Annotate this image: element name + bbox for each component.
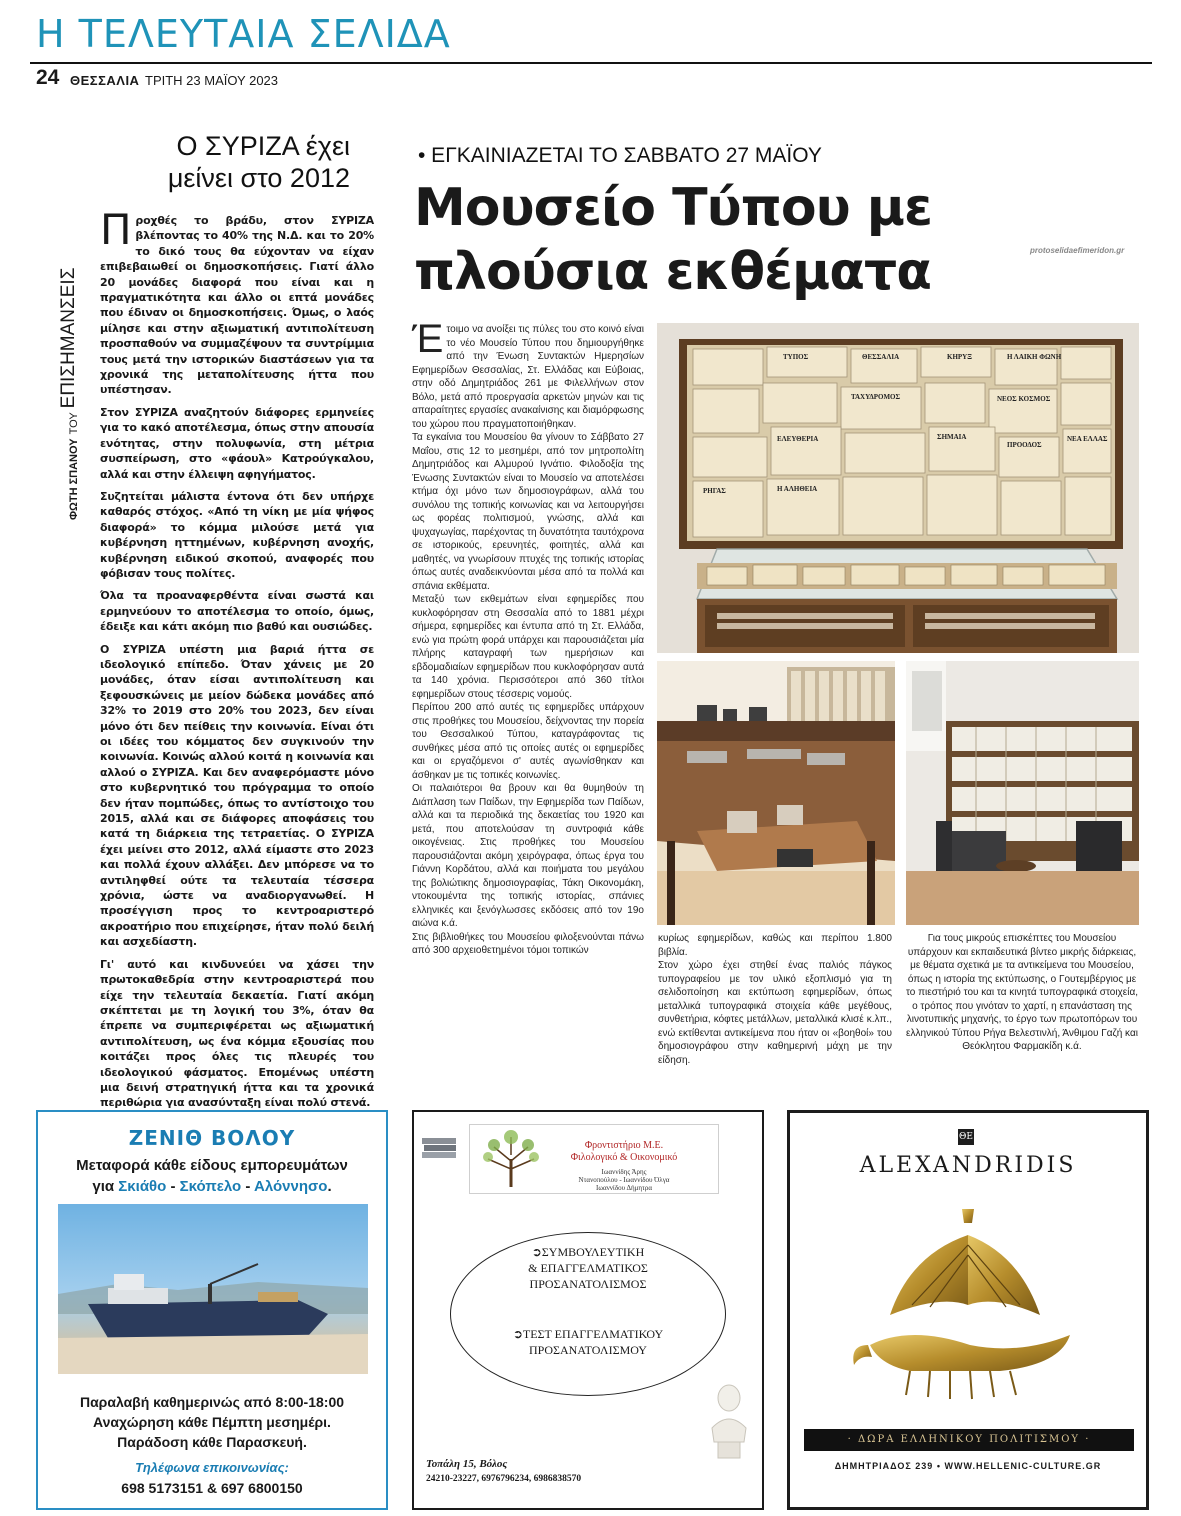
display-label: ΤΑΧΥΔΡΟΜΟΣ (851, 393, 901, 401)
article-column-2 (658, 932, 892, 1082)
opinion-paragraph: Όλα τα προαναφερθέντα είναι σωστά και ερμηνεύουν το αποτέλεσμα το οποίο, όμως, έδειξε και κάτι ακόμη πιο βαθύ και ουσιώδες. (100, 589, 374, 634)
opinion-title-line-1: Ο ΣΥΡΙΖΑ έχει (176, 131, 350, 161)
opinion-paragraph: Στον ΣΥΡΙΖΑ αναζητούν διάφορες ερμηνείες για το κακό αποτέλεσμα, όπως στην απουσία ενότητας, στην πολυφωνία, στη μέτρια συσπείρωση, στο «φάουλ» Κατρούγκαλου, αλλά και στην έλλειψη αφηγήματος. (100, 405, 374, 481)
opinion-dropcap: Π (100, 205, 132, 254)
article-paragraph: Έτοιμο να ανοίξει τις πύλες του στο κοινό είναι το νέο Μουσείο Τύπου που δημιουργήθηκε από την Ένωση Συντακτών Ημερησίων Εφημερίδων Θεσσαλίας, Στ. Ελλάδας και Εύβοιας, στην οδό Δημητριάδος 261 με Φιλελλήνων στον Βόλο, μετά από προεργασία αρκετών μηνών και τις απαραίτητες εργασίες ανακαίνισης και διαμόρφωσης του χώρου που πραγματοποιήθηκαν. (412, 317, 644, 430)
library-room-illustration (906, 661, 1139, 925)
museum-display-photo (657, 323, 1139, 653)
zenith-departure: Αναχώρηση κάθε Πέμπτη μεσημέρι. (93, 1414, 331, 1430)
display-label: ΚΗΡΥΞ (947, 353, 972, 361)
article-headline (414, 176, 974, 304)
zenith-title: ΖΕΝΙΘ ΒΟΛΟΥ (128, 1126, 296, 1150)
article-paragraph: Τα εγκαίνια του Μουσείου θα γίνουν το Σάββατο 27 Μαΐου, στις 12 το μεσημέρι, από τον μητροπολίτη Δημητριάδος και Αλμυρού Ιγνάτιο. Φιλοδοξία της Ένωσης Συντακτών είναι το Μουσείο να αποτελέσει κτήμα όχι μόνο των δημοσιογράφων, αλλά του συνόλου της τοπικής κοινωνίας και να λειτουργήσει ως φορέας πολιτισμού, γνώσης, αλλά και ψυχαγωγίας, παρέχοντας τη δυνατότητα ταυτόχρονα σε ιστορικούς, ερευνητές, φοιτητές, αλλά και μαθητές, να γνωρίσουν πτυχές της τοπικής ιστορίας όπως αυτές αναδεικνύονται μέσα από τα πολλά και σπάνια εκθέματα. (412, 432, 644, 592)
opinion-paragraph: Προχθές το βράδυ, στον ΣΥΡΙΖΑ βλέποντας το 40% της Ν.Δ. και το 20% το δικό τους θα εύχονταν να είχαν επιβεβαιωθεί οι δημοσκοπήσεις. Γιατί άλλο 20 μονάδες διαφορά που είναι και η πραγματικότητα και άλλο οι επτά μονάδες που έδιναν οι δημοσκοπήσεις. Όμως, ο λαός μίλησε και στην αξιωματική αντιπολίτευση προσπαθούν να συμμαζέψουν τα συντρίμμια τους μετά την ιστορικών διαστάσεων για τα χρονικά της μεταπολίτευσης ήττα που υπέστησαν. (100, 205, 374, 397)
tutoring-logo-title: Φροντιστήριο Μ.Ε. Φιλολογικό & Οικονομικό (570, 1140, 678, 1163)
headline-line-2: πλούσια εκθέματα (414, 242, 931, 302)
opinion-title (100, 130, 350, 194)
typesetting-room-photo (657, 661, 895, 925)
zenith-schedule (38, 1392, 386, 1452)
ad-tutoring-school (412, 1110, 764, 1510)
zenith-destination: Σκόπελο (179, 1178, 242, 1195)
opinion-paragraph: Γι' αυτό και κινδυνεύει να χάσει την πρωτοκαθεδρία στην κεντροαριστερά που είχε την τελευταία δεκαετία. Γιατί ακόμη σκέπτεται με τη λογική του 3%, όταν θα έπρεπε να συμπεριφέρεται ως αξιωματική αντιπολίτευση, ως ένα κόμμα εξουσίας που κοιτάζει προς όλες τις πλευρές του ιδεολογικού φάσματος. Επομένως υπέστη μια δεινή στρατηγική ήττα και τα χρονικά περιθώρια για ανασύνταξη είναι πολύ στενά. (100, 957, 374, 1110)
zenith-line-2: για Σκιάθο - Σκόπελο - Αλόννησο. (92, 1178, 332, 1195)
bust-statue-icon (704, 1380, 754, 1460)
article-paragraph: Μεταξύ των εκθεμάτων είναι εφημερίδες που κυκλοφόρησαν στη Θεσσαλία από το 1881 μέχρι σήμερα, εφημερίδες και έντυπα από τη Στ. Ελλάδα, ενώ για πρώτη φορά υπάρχει και παρουσιάζεται μία πλήρης καταγραφή των ημερήσιων και εβδομαδιαίων εφημερίδων που κυκλοφόρησαν αυτά τα 140 χρόνια. Περισσότεροι από 360 τίτλοι εφημερίδων στους τέσσερις νομούς. (412, 594, 644, 700)
display-label: ΝΕΟΣ ΚΟΣΜΟΣ (997, 395, 1051, 403)
article-paragraph: Περίπου 200 από αυτές τις εφημερίδες υπάρχουν στις προθήκες του Μουσείου, δείχνοντας την πορεία του Θεσσαλικού Τύπου, καταγράφοντας τις συνθήκες μέσα από τις οποίες αυτές οι εφημερίδες και οι εργαζόμενοι σ' αυτές αγωνίσθηκαν και άσθηκαν με τις τοπικές κοινωνίες. (412, 702, 644, 781)
zenith-pickup: Παραλαβή καθημερινώς από 8:00-18:00 (79, 1394, 345, 1410)
cargo-ship-photo (58, 1204, 368, 1374)
header-rule (30, 62, 1152, 64)
article-dropcap: Έ (412, 317, 444, 361)
article-paragraph: Στον χώρο έχει στηθεί ένας παλιός πάγκος τυπογραφείου με τον υλικό εξοπλισμό για τη σελιδοποίηση και εκτύπωση εφημερίδων, όπως μεταλλικά τυπογραφικά στοιχεία κάθε μεγέθους, συνθετήρια, κόφτες μετάλλων, μεταλλικά κλισέ κ.λπ., ενώ εκτίθενται αντικείμενα που ήταν οι «βοηθοί» του δημοσιογράφου στην καθημερινή μάχη με την είδηση. (658, 960, 892, 1066)
tutoring-address: Τοπάλη 15, Βόλος (426, 1458, 508, 1470)
tutoring-phones: 24210-23227, 6976796234, 6986838570 (426, 1474, 582, 1484)
tutoring-service-test: ➲ΤΕΣΤ ΕΠΑΓΓΕΛΜΑΤΙΚΟΥ ΠΡΟΣΑΝΑΤΟΛΙΣΜΟΥ (512, 1327, 664, 1357)
ad-zenith-volou (36, 1110, 388, 1510)
display-label: ΝΕΑ ΕΛΛΑΣ (1067, 435, 1108, 443)
column-byline-prefix: ΤΟΥ (68, 412, 80, 435)
article-paragraph: Για τους μικρούς επισκέπτες του Μουσείου υπάρχουν και εκπαιδευτικά βίντεο μικρής διάρκειας, με θέματα σχετικά με τα αντικείμενα του Μουσείου, όπως η ιστορία της εκτύπωσης, ο Γουτεμβέργιος με το πιεστήριό του και τα κινητά τυπογραφικά στοιχεία, ο τρόπος που γινόταν το χαρτί, η επανάσταση της λινοτυπικής μηχανής, το έργο των πρωτοπόρων του ελληνικού Τύπου Ρήγα Βελεστινλή, Άνθιμου Γαζή και Θεόκλητου Φαρμακίδη κ.ά. (905, 933, 1139, 1052)
alexandridis-tagline: · ΔΩΡΑ ΕΛΛΗΝΙΚΟΥ ΠΟΛΙΤΙΣΜΟΥ · (804, 1429, 1134, 1451)
article-paragraph: Οι παλαιότεροι θα βρουν και θα θυμηθούν τη Διάπλαση των Παίδων, την Εφημερίδα των Παίδων, αλλά και τα περιοδικά της δεκαετίας του 1920 και μετά, που αποτελούσαν τη συντροφιά κάθε οικογένειας. Στις προθήκες του Μουσείου παρουσιάζονται ακόμη χειρόγραφα, όπως έργα του Γιάννη Κορδάτου, αλλά και ποιήματα του μεγάλου της βολιώτικης δημοσιογραφίας, Τάκη Οικονομάκη, ντοκουμέντα της τοπικής ιστορίας, σπάνιες ελληνικές και ξενόγλωσσες εκδόσεις από τον 19ο αιώνα κ.ά. (412, 783, 644, 929)
column-byline (48, 220, 80, 520)
article-column-3 (905, 932, 1139, 1092)
zenith-phones-label: Τηλέφωνα επικοινωνίας: (135, 1460, 289, 1475)
library-room-photo (906, 661, 1139, 925)
display-label: ΤΥΠΟΣ (783, 353, 809, 361)
zenith-line-1: Μεταφορά κάθε είδους εμπορευμάτων (76, 1157, 348, 1174)
section-title: Η ΤΕΛΕΥΤΑΙΑ ΣΕΛΙΔΑ (36, 12, 451, 56)
page-number: 24 (36, 66, 60, 89)
tutoring-service-counseling: ➲ΣΥΜΒΟΥΛΕΥΤΙΚΗ & ΕΠΑΓΓΕΛΜΑΤΙΚΟΣ ΠΡΟΣΑΝΑΤΟΛΙΣΜΟΣ (528, 1245, 648, 1291)
headline-line-1: Μουσείο Τύπου με (414, 178, 932, 238)
display-label: Η ΑΛΗΘΕΙΑ (777, 485, 818, 493)
zenith-destination: Αλόννησο (254, 1178, 328, 1195)
column-author: ΦΩΤΗ ΣΠΑΝΟΥ (68, 438, 80, 520)
display-label: ΡΗΓΑΣ (703, 487, 726, 495)
display-label: ΘΕΣΣΑΛΙΑ (862, 353, 900, 361)
zenith-destination: Σκιάθο (118, 1178, 167, 1195)
display-label: Η ΛΑΙΚΗ ΦΩΝΗ (1007, 353, 1062, 361)
article-kicker: • ΕΓΚΑΙΝΙΑΖΕΤΑΙ ΤΟ ΣΑΒΒΑΤΟ 27 ΜΑΪΟΥ (418, 144, 822, 167)
ad-alexandridis (787, 1110, 1149, 1510)
opinion-body (100, 205, 374, 1110)
tree-logo-icon (476, 1129, 546, 1189)
opinion-title-line-2: μείνει στο 2012 (167, 163, 350, 193)
issue-date: ΤΡΙΤΗ 23 ΜΑΪΟΥ 2023 (145, 73, 279, 88)
cargo-ship-illustration (58, 1204, 368, 1374)
article-paragraph: Στις βιβλιοθήκες του Μουσείου φιλοξενούνται πάνω από 300 αρχειοθετημένοι τόμοι τοπικών (412, 931, 644, 956)
display-label: ΠΡΟΟΔΟΣ (1007, 441, 1042, 449)
museum-display-illustration (657, 323, 1139, 653)
article-column-1 (412, 317, 644, 1083)
typesetting-room-illustration (657, 661, 895, 925)
opinion-paragraph: Συζητείται μάλιστα έντονα ότι δεν υπήρχε καθαρός στόχος. «Από τη νίκη με μία ψήφος διαφορά» το κόμμα μιλούσε μετά για κυβέρνηση ηττημένων, κυβέρνηση ανοχής, κυβέρνηση ειδικού σκοπού, αναφορές που φόβισαν τους πολίτες. (100, 489, 374, 580)
column-name: ΕΠΙΣΗΜΑΝΣΕΙΣ (58, 267, 79, 409)
photo-credit: protoselidaefimeridon.gr (1030, 246, 1125, 255)
article-paragraph: κυρίως εφημερίδων, καθώς και περίπου 1.800 βιβλία. (658, 933, 892, 958)
opinion-paragraph: Ο ΣΥΡΙΖΑ υπέστη μια βαριά ήττα σε ιδεολογικό επίπεδο. Όταν χάνεις με 20 μονάδες, όταν είσαι αντιπολίτευση και ξεφουσκώνεις με μείον δώδεκα μονάδες από 32% το 2019 στο 20% του 2023, δεν είναι μόνο ότι δεν πείθεις την κοινωνία. Είναι ότι οι ιδέες του κόμματος δεν συγκινούν την κοινωνία. Κοινώς αλλού κοιτά η κοινωνία και αλλού ο ΣΥΡΙΖΑ. Και δεν αναφερόμαστε μόνο στο κυβερνητικό του πρόγραμμα το οποίο δεν ήταν πομπώδες, όπως το αντίστοιχο του 2015, αλλά και σε διάφορες αποφάσεις του κατά τη διάρκεια της τετραετίας. Ο ΣΥΡΙΖΑ έχει μείνει στο 2012, αλλά είμαστε στο 2023 και πολλά έχουν αλλάξει. Δεν μπόρεσε να το αντιληφθεί ούτε τα τελευταία τέσσερα χρόνια, ώστε να αναδιοργανωθεί. Η προσέγγιση προς το κεντροαριστερό ακροατήριο που επιχείρησε, ήταν πολύ δειλή και ασχεδίαστη. (100, 642, 374, 949)
zenith-phones: 698 5173151 & 697 6800150 (121, 1480, 303, 1496)
books-icon (420, 1134, 460, 1164)
golden-ship-icon (850, 1195, 1090, 1415)
display-label: ΕΛΕΥΘΕΡΙΑ (777, 435, 819, 443)
tutoring-teacher-names: Ιωαννίδης Άρης Ντανοπούλου - Ιωαννίδου Όλγα Ιωαννίδου Δήμητρα (578, 1168, 670, 1192)
alexandridis-logo-mark: ΘΕ (958, 1129, 974, 1145)
masthead: ΘΕΣΣΑΛΙΑ (70, 73, 140, 88)
display-label: ΣΗΜΑΙΑ (937, 433, 967, 441)
alexandridis-brand: ALEXANDRIDIS (859, 1153, 1077, 1178)
alexandridis-contact: ΔΗΜΗΤΡΙΑΔΟΣ 239 • WWW.HELLENIC-CULTURE.GR (834, 1461, 1102, 1471)
zenith-delivery: Παράδοση κάθε Παρασκευή. (117, 1434, 307, 1450)
